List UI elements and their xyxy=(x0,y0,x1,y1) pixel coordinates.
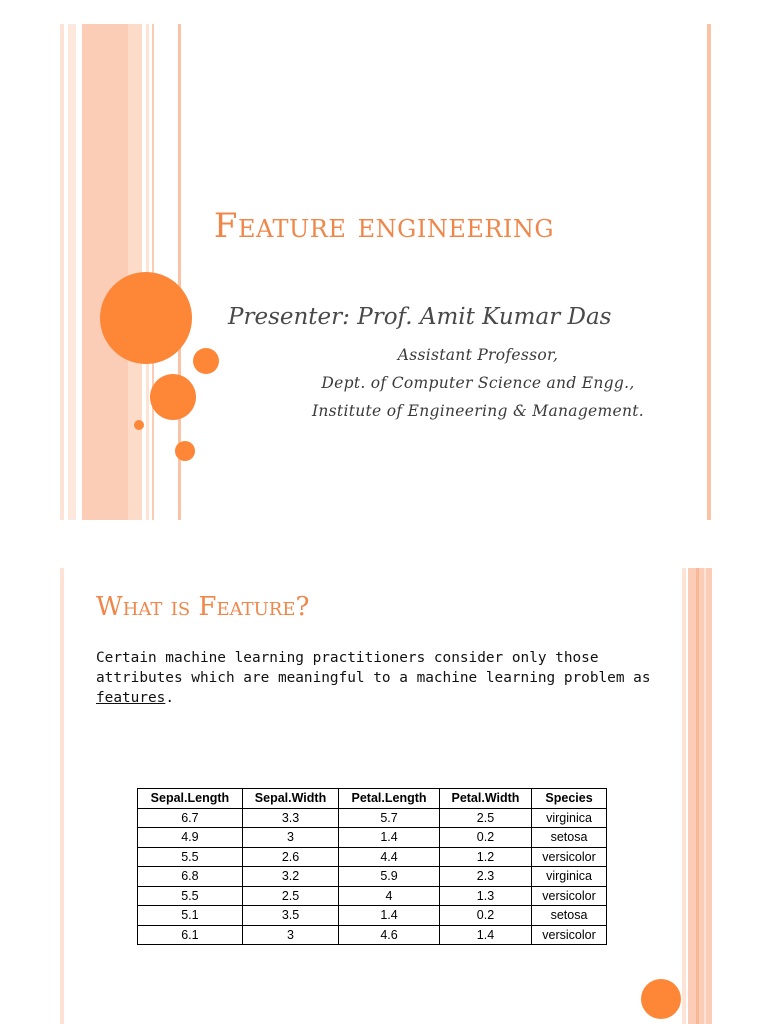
decorative-band xyxy=(68,24,76,520)
table-cell: 3 xyxy=(242,828,338,848)
decorative-circle xyxy=(150,374,196,420)
table-cell: 5.7 xyxy=(339,808,440,828)
table-cell: 3.2 xyxy=(242,867,338,887)
table-cell: 2.5 xyxy=(242,886,338,906)
iris-table xyxy=(137,788,607,945)
table-cell: 1.2 xyxy=(439,847,531,867)
table-cell: 2.5 xyxy=(439,808,531,828)
decorative-band xyxy=(696,568,699,1024)
table-cell: 6.1 xyxy=(138,925,243,945)
decorative-band xyxy=(688,568,712,1024)
column-header: Sepal.Width xyxy=(242,789,338,809)
features-term: features xyxy=(96,690,166,706)
table-cell: 1.3 xyxy=(439,886,531,906)
table-cell: 4.4 xyxy=(339,847,440,867)
affiliation-line: Assistant Professor, xyxy=(397,346,559,364)
table-cell: setosa xyxy=(532,828,607,848)
decorative-band xyxy=(707,24,711,520)
table-row xyxy=(138,925,607,945)
table-cell: 3.5 xyxy=(242,906,338,926)
table-row xyxy=(138,808,607,828)
affiliation-line: Dept. of Computer Science and Engg., xyxy=(321,374,635,392)
table-cell: 0.2 xyxy=(439,828,531,848)
column-header: Sepal.Length xyxy=(138,789,243,809)
decorative-band xyxy=(60,24,64,520)
decorative-band xyxy=(682,568,686,1024)
table-cell: virginica xyxy=(532,867,607,887)
table-cell: 1.4 xyxy=(339,828,440,848)
slide-title: What is Feature? xyxy=(96,592,310,622)
column-header: Species xyxy=(532,789,607,809)
decorative-circle xyxy=(100,272,192,364)
slide-title: Feature engineering xyxy=(213,206,555,246)
table-cell: versicolor xyxy=(532,847,607,867)
table-cell: 4.9 xyxy=(138,828,243,848)
table-row xyxy=(138,886,607,906)
table-cell: 2.6 xyxy=(242,847,338,867)
table-cell: setosa xyxy=(532,906,607,926)
table-cell: 0.2 xyxy=(439,906,531,926)
decorative-circle xyxy=(134,420,144,430)
table-cell: 4.6 xyxy=(339,925,440,945)
table-row xyxy=(138,828,607,848)
table-cell: versicolor xyxy=(532,925,607,945)
table-cell: 1.4 xyxy=(339,906,440,926)
presenter-name: Presenter: Prof. Amit Kumar Das xyxy=(228,304,612,330)
decorative-band xyxy=(82,24,128,520)
decorative-band xyxy=(704,568,706,1024)
decorative-circle xyxy=(175,441,195,461)
table-cell: 1.4 xyxy=(439,925,531,945)
column-header: Petal.Width xyxy=(439,789,531,809)
body-paragraph xyxy=(96,648,686,708)
table-cell: 6.7 xyxy=(138,808,243,828)
affiliation-line: Institute of Engineering & Management. xyxy=(311,402,645,420)
table-cell: 6.8 xyxy=(138,867,243,887)
table-cell: 5.5 xyxy=(138,886,243,906)
column-header: Petal.Length xyxy=(339,789,440,809)
table-cell: 5.9 xyxy=(339,867,440,887)
table-cell: versicolor xyxy=(532,886,607,906)
decorative-band xyxy=(60,568,64,1024)
table-cell: 3.3 xyxy=(242,808,338,828)
table-row xyxy=(138,847,607,867)
table-cell: 3 xyxy=(242,925,338,945)
table-cell: virginica xyxy=(532,808,607,828)
table-row xyxy=(138,906,607,926)
body-text: . xyxy=(165,690,174,706)
table-cell: 5.1 xyxy=(138,906,243,926)
table-row xyxy=(138,867,607,887)
table-header-row xyxy=(138,789,607,809)
table-cell: 5.5 xyxy=(138,847,243,867)
table-cell: 4 xyxy=(339,886,440,906)
table-cell: 2.3 xyxy=(439,867,531,887)
decorative-circle xyxy=(641,979,681,1019)
body-text: Certain machine learning practitioners consider only those attributes which are meaningful to a machine learning problem as xyxy=(96,650,651,686)
decorative-circle xyxy=(193,348,219,374)
